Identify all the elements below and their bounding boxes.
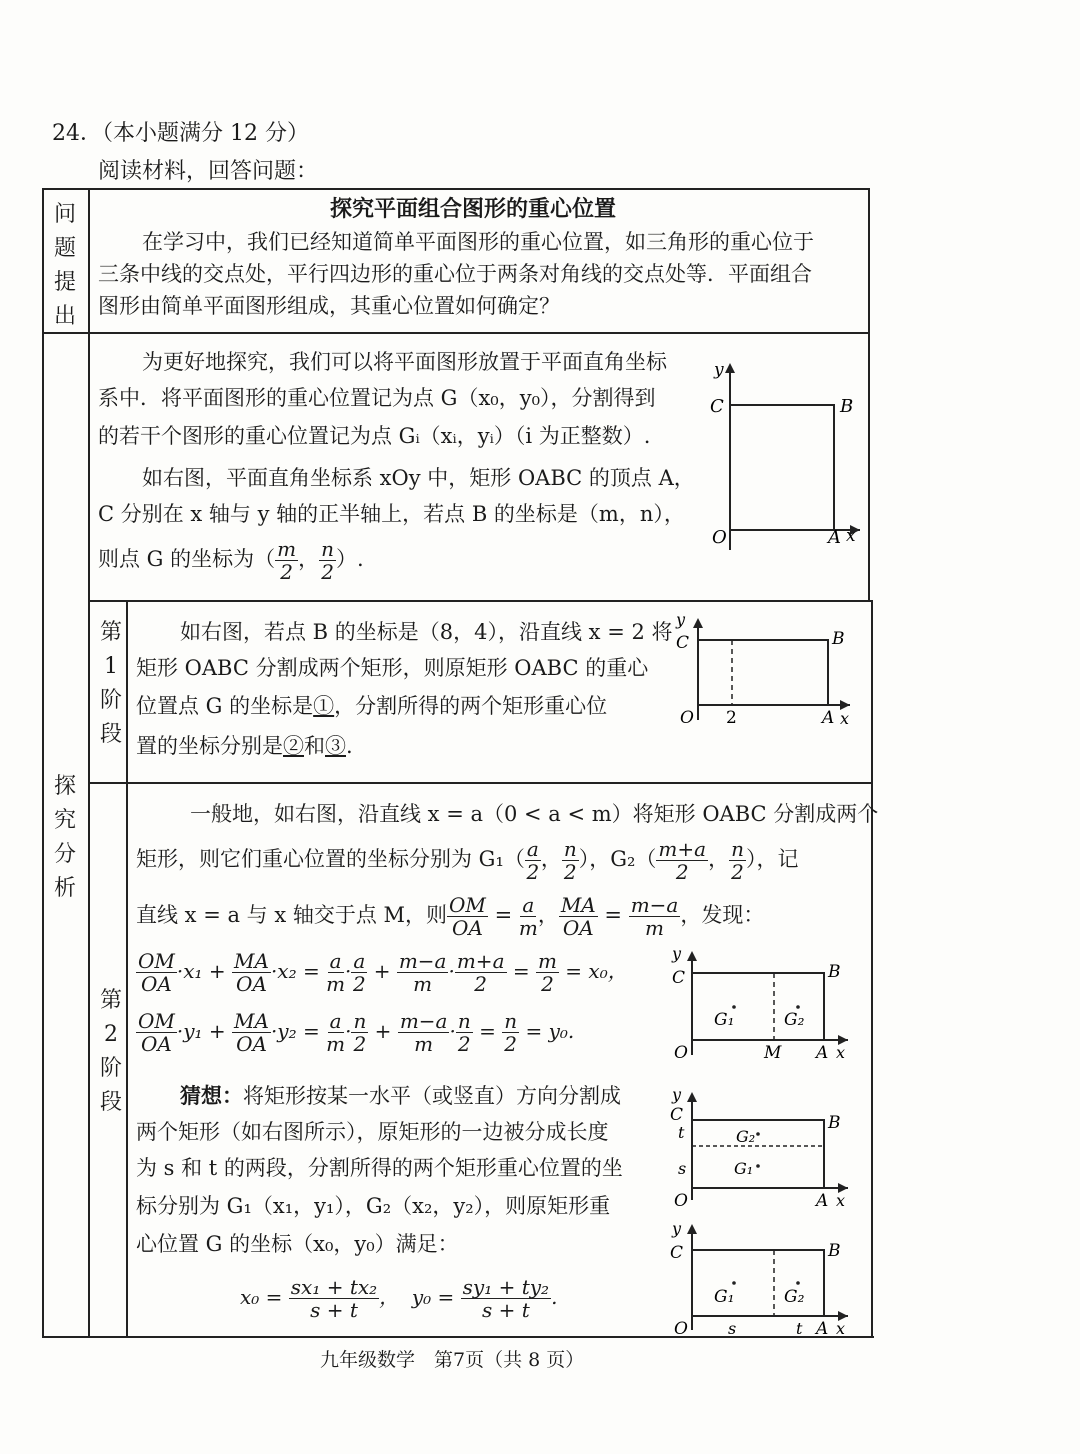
stage2-line-2: 矩形，则它们重心位置的坐标分别为 G₁（ $\frac{a}{2}$ ， $\frac{n}{2}$ ），G₂（ $\frac{m+a}{2}$ ， $\frac{n}{2}$ ），记	[136, 837, 799, 884]
stage1-line-2: 矩形 OABC 分割成两个矩形，则原矩形 OABC 的重心	[136, 656, 649, 680]
svg-text:y: y	[672, 1219, 682, 1238]
svg-text:C: C	[670, 1243, 684, 1263]
graph-vertical-split-st	[668, 1218, 858, 1338]
svg-text:C: C	[710, 396, 724, 417]
svg-text:x: x	[836, 1191, 846, 1210]
formula-x0: $\frac{OM}{OA}$ ·x₁ + $\frac{MA}{OA}$ ·x₂ = $\frac{a}{m}$ · $\frac{a}{2}$ + $\frac{m-a}{m}$ · $\frac{m+a}{2}$ = $\frac{m}{2}$ = x₀，	[138, 949, 628, 996]
blank-2[interactable]: ②	[283, 734, 304, 758]
intro-line-1: 为更好地探究，我们可以将平面图形放置于平面直角坐标	[142, 350, 667, 374]
svg-text:C: C	[672, 968, 686, 988]
intro-line-2: 系中．将平面图形的重心位置记为点 G（x₀，y₀），分割得到	[98, 386, 656, 410]
svg-text:s: s	[728, 1319, 737, 1338]
svg-text:G₂: G₂	[784, 1287, 805, 1307]
svg-text:x: x	[846, 526, 856, 546]
svg-text:O: O	[674, 1043, 688, 1063]
svg-text:B: B	[828, 1113, 841, 1133]
intro-line-6: 则点 G 的坐标为（ $\frac{m}{2}$ ， $\frac{n}{2}$ ）.	[98, 537, 364, 584]
conjecture-line-5: 心位置 G 的坐标（x₀，y₀）满足：	[136, 1232, 459, 1256]
stage2-line-3: 直线 x = a 与 x 轴交于点 M，则 $\frac{OM}{OA}$ = $\frac{a}{m}$ ， $\frac{MA}{OA}$ = $\frac{m-a}{m}$ ，发现：	[136, 893, 765, 940]
stage1-line-4: 置的坐标分别是②和③.	[136, 734, 353, 758]
svg-text:s: s	[678, 1159, 687, 1178]
svg-text:x: x	[840, 709, 850, 728]
svg-text:t: t	[678, 1123, 685, 1142]
svg-text:y: y	[672, 945, 682, 963]
blank-1[interactable]: ①	[313, 694, 335, 718]
question-intro: 阅读材料，回答问题：	[98, 159, 319, 184]
conjecture-line-2: 两个矩形（如右图所示），原矩形的一边被分成长度	[136, 1120, 609, 1144]
svg-text:M: M	[764, 1043, 782, 1063]
table-title: 探究平面组合图形的重心位置	[330, 196, 617, 222]
graph-vertical-split	[668, 945, 858, 1065]
page-footer: 九年级数学 第7页（共 8 页）	[320, 1349, 585, 1371]
intro-line-5: C 分别在 x 轴与 y 轴的正半轴上，若点 B 的坐标是（m，n），	[98, 502, 685, 526]
svg-text:C: C	[676, 633, 690, 653]
intro-line-3: 的若干个图形的重心位置记为点 Gᵢ（xᵢ，yᵢ）（i 为正整数）.	[98, 424, 651, 448]
svg-text:O: O	[680, 708, 694, 728]
graph-rect-oabc	[700, 355, 870, 560]
svg-text:B: B	[840, 396, 854, 417]
stage1-label: 第 1 阶 段	[99, 620, 122, 747]
svg-text:G₂: G₂	[784, 1010, 805, 1030]
svg-text:A: A	[816, 1043, 829, 1063]
stage2-line-1: 一般地，如右图，沿直线 x = a（0 < a < m）将矩形 OABC 分割成两个	[190, 802, 879, 826]
row-label-problem: 问 题 提 出	[53, 202, 76, 329]
svg-text:y: y	[672, 1088, 682, 1104]
svg-text:A: A	[816, 1319, 829, 1338]
blank-3[interactable]: ③	[325, 734, 346, 758]
svg-text:B: B	[828, 1241, 841, 1261]
graph-stage1	[670, 610, 860, 730]
svg-text:B: B	[832, 629, 845, 649]
conjecture-formula: x₀ = $\frac{\text{sx₁ + tx₂}}{s + t}$ ， y₀ = $\frac{\text{sy₁ + ty₂}}{s + t}$ .	[240, 1275, 558, 1322]
svg-text:G₂: G₂	[736, 1127, 756, 1146]
svg-text:A: A	[822, 708, 835, 728]
svg-text:O: O	[674, 1191, 688, 1211]
svg-text:G₁: G₁	[714, 1010, 735, 1030]
svg-text:t: t	[796, 1319, 803, 1338]
svg-text:y: y	[714, 360, 724, 380]
svg-text:O: O	[712, 527, 727, 548]
svg-text:C: C	[670, 1105, 684, 1125]
problem-line-1: 在学习中，我们已经知道简单平面图形的重心位置，如三角形的重心位于	[142, 230, 814, 254]
svg-text:y: y	[676, 610, 686, 629]
svg-text:x: x	[836, 1319, 846, 1338]
svg-text:x: x	[836, 1043, 846, 1062]
svg-text:O: O	[674, 1319, 688, 1338]
svg-text:B: B	[828, 962, 841, 982]
row-label-analysis: 探 究 分 析	[53, 774, 76, 901]
formula-y0: $\frac{OM}{OA}$ ·y₁ + $\frac{MA}{OA}$ ·y₂ = $\frac{a}{m}$ · $\frac{n}{2}$ + $\frac{m-a}{m}$ · $\frac{n}{2}$ = $\frac{n}{2}$ = y₀.	[138, 1009, 575, 1056]
problem-line-3: 图形由简单平面图形组成，其重心位置如何确定？	[98, 294, 560, 318]
conjecture-line-3: 为 s 和 t 的两段，分割所得的两个矩形重心位置的坐	[136, 1156, 623, 1180]
svg-text:G₁: G₁	[734, 1159, 754, 1178]
stage1-line-1: 如右图，若点 B 的坐标是（8，4），沿直线 x = 2 将	[180, 620, 673, 644]
svg-text:G₁: G₁	[714, 1287, 735, 1307]
stage2-label: 第 2 阶 段	[99, 988, 122, 1115]
intro-line-4: 如右图，平面直角坐标系 xOy 中，矩形 OABC 的顶点 A，	[142, 466, 695, 490]
stage1-line-3: 位置点 G 的坐标是①，分割所得的两个矩形重心位	[136, 694, 608, 718]
svg-text:A: A	[816, 1191, 829, 1211]
question-header: 24．（本小题满分 12 分）	[52, 121, 309, 146]
conjecture-line-1: 猜想：将矩形按某一水平（或竖直）方向分割成	[180, 1083, 621, 1108]
problem-line-2: 三条中线的交点处，平行四边形的重心位于两条对角线的交点处等．平面组合	[98, 262, 812, 286]
svg-text:A: A	[828, 527, 841, 548]
graph-horizontal-split	[668, 1088, 858, 1213]
conjecture-line-4: 标分别为 G₁（x₁，y₁），G₂（x₂，y₂），则原矩形重	[136, 1194, 611, 1218]
svg-text:2: 2	[726, 708, 737, 728]
